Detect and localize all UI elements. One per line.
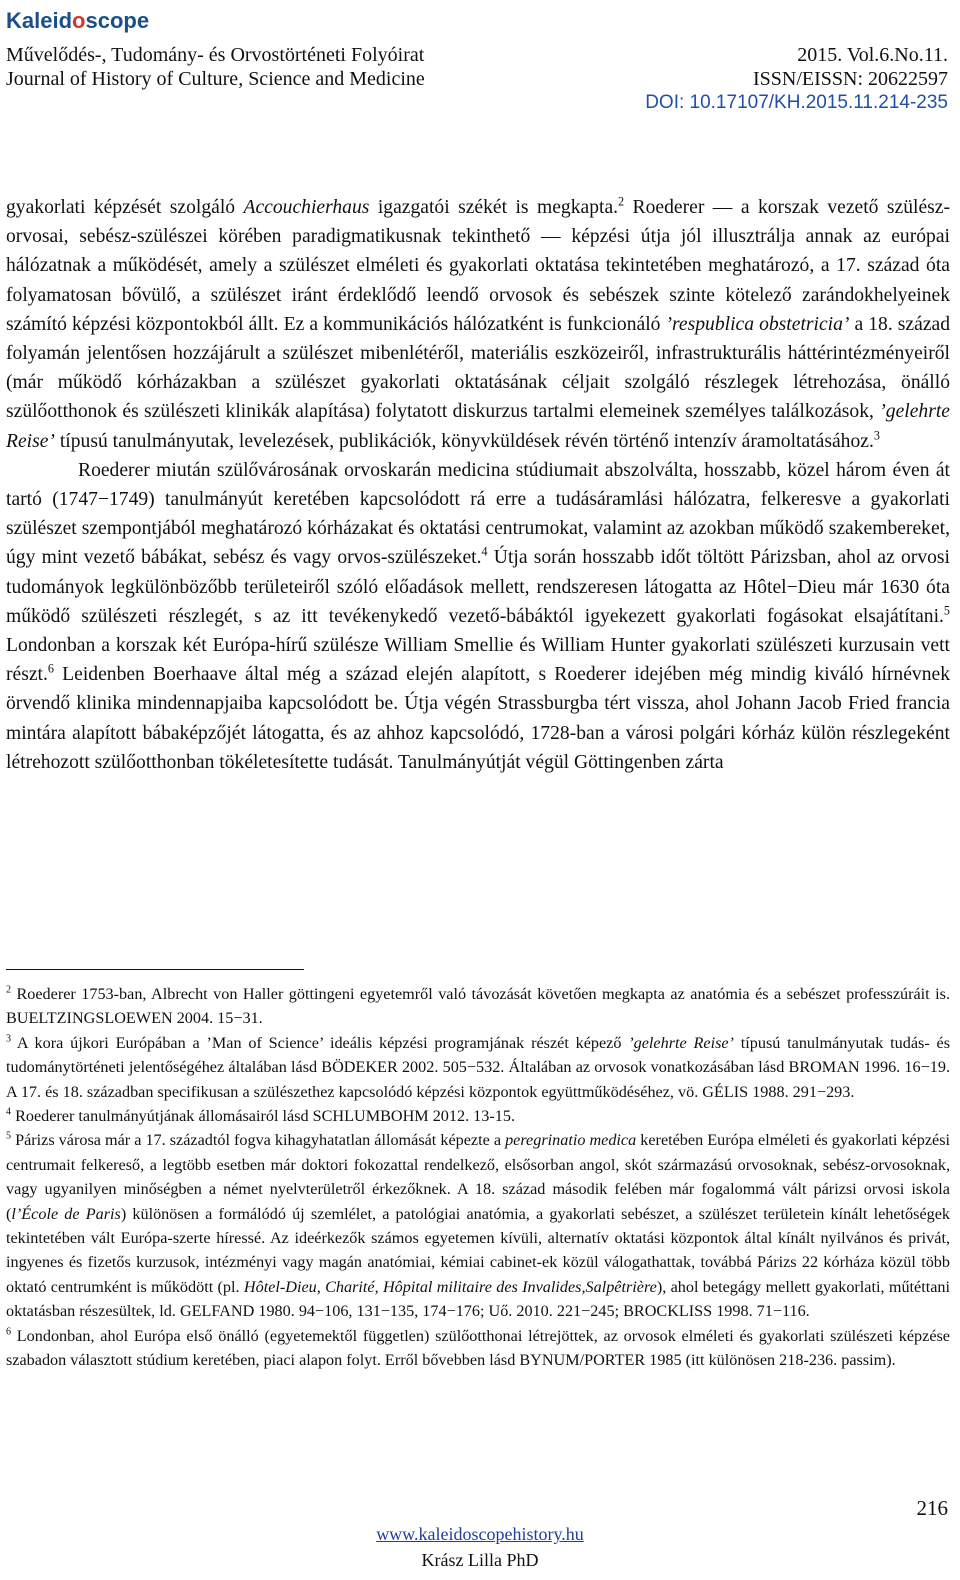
author-name: Krász Lilla PhD [421,1550,539,1570]
footnote-separator [6,969,304,970]
footnote-ref[interactable]: 4 [481,544,488,559]
footnote: $^2$ Roederer 1753-ban, Albrecht von Haller göttingeni egyetemről való távozását követően megkapta az anatómia és a sebészet professzúráit is. BUELTZINGSLOEWEN 2004. 15−31. [6,984,950,1028]
volume-info: 2015. Vol.6.No.11. [797,44,948,66]
footnote-ref[interactable]: 2 [618,194,625,209]
doi: DOI: 10.17107/KH.2015.11.214-235 [645,92,948,113]
footnote-ref[interactable]: 5 [943,603,950,618]
issn: ISSN/EISSN: 20622597 [752,68,948,90]
page-number: 216 [916,1496,948,1520]
footnote-ref[interactable]: 6 [47,661,54,676]
footnote: $^5$ Párizs városa már a 17. századtól fogva kihagyhatatlan állomását képezte a peregrinatio medica keretében Európa elméleti és gyakorlati képzési centrumait felkereső, a legtöbb esetben már doktori fokozattal rendelkező, elsősorban angol, skót származású orvosoknak, sebész-orvosoknak, vagy ugyanilyen minőségben a német nyelvterületről érkezőknek. A 18. század második felében már fogalommá vált párizsi orvosi iskola (l’École de Paris) különösen a formálódó új szemlélet, a patológiai anatómia, a gyakorlati sebészet, a szülészet területein kínált lehetőségek tekintetében vált Európa-szerte híressé. Az ideérkezők számos egyetemen kívüli, alternatív oktatási központok által kínált nyilvános és privát, ingyenes és fizetős kurzusok, intézményi vagy magán anatómiai, kémiai cabinet-ek közül válogathattak, továbbá Párizs 22 kórháza közül több oktató centrumként is működött (pl. Hôtel-Dieu, Charité, Hôpital militaire des Invalides,Salpêtrière), ahol betegágy mellett gyakorlati, műtéttani oktatásban részesültek, ld. GELFAND 1980. 94−106, 131−135, 174−176; Uő. 2010. 221−245; BROCKLISS 1998. 71−116. [6,1131,951,1321]
journal-title-en: Journal of History of Culture, Science and Medicine [6,68,425,90]
footnotes [6,982,950,1373]
website-link[interactable]: www.kaleidoscopehistory.hu [376,1524,584,1544]
paragraph: Roederer miután szülővárosának orvoskarán medicina stúdiumait abszolválta, hosszabb, közel három éven át tartó (1747−1749) tanulmányút keretében kapcsolódott rá erre a tudásáramlási hálózatra, felkeresve a gyakorlati szülészet szempontjából meghatározó kórházakat és oktatási centrumokat, valamint az azokban működő szakembereket, úgy mint vezető bábákat, sebész és vagy orvos-szülészeket.$^4$ Útja során hosszabb időt töltött Párizsban, ahol az orvosi tudományok legkülönbözőbb területeiről szóló előadások mellett, rendszeresen látogatta az Hôtel−Dieu már 1630 óta működő szülészeti részlegét, s az itt tevékenykedő vezető-bábáktól igyekezett gyakorlati fogásokat elsajátítani.$^5$ Londonban a korszak két Európa-hírű szülésze William Smellie és William Hunter gyakorlati szülészeti kurzusain vett részt.$^6$ Leidenben Boerhaave által még a század elején alapított, s Roederer idejében még mindig kiváló hírnévnek örvendő klinika mindennapjaiba kapcsolódott be. Útja végén Strassburgba tért vissza, ahol Johann Jacob Fried francia mintára alapított bábaképzőjét látogatta, és az ahhoz kapcsolódó, 1728-ban a városi polgári kórház külön részlegeként létrehozott szülőotthonban tökéletesítette tudását. Tanulmányútját végül Göttingenben zárta [6,459,950,773]
footnote-ref[interactable]: 3 [873,428,880,443]
journal-logo: Kaleidoscope [6,8,150,33]
page-header [0,0,960,120]
footnote: $^3$ A kora újkori Európában a ’Man of Science’ ideális képzési programjának részét képező ’gelehrte Reise’ típusú tanulmányutak tudás- és tudománytörténeti jelentőségéhez általában lásd BÖDEKER 2002. 505−532. Általában az orvosok vonatkozásában lásd BROMAN 1996. 16−19. A 17. és 18. században specifikusan a szülészethez kapcsolódó képzési központok együttműködéséhez, vö. GÉLIS 1988. 291−293. [6,1033,950,1101]
footnote: $^6$ Londonban, ahol Európa első önálló (egyetemektől független) szülőotthonai létrejöttek, az orvosok elméleti és gyakorlati szülészeti képzése szabadon választott stúdium keretében, piaci alapon folyt. Erről bővebben lásd BYNUM/PORTER 1985 (itt különösen 218-236. passim). [6,1326,950,1370]
journal-title-hu: Művelődés-, Tudomány- és Orvostörténeti Folyóirat [6,44,425,66]
main-text [6,193,950,777]
footnote: $^4$ Roederer tanulmányútjának állomásairól lásd SCHLUMBOHM 2012. 13-15. [6,1106,515,1126]
paragraph: gyakorlati képzését szolgáló Accouchierhaus igazgatói székét is megkapta.$^2$ Roederer — a korszak vezető szülész-orvosai, sebész-szülészei körében paradigmatikusnak tekinthető — képzési útja jól illusztrálja annak az európai hálózatnak a működését, amely a szülészet elméleti és gyakorlati oktatása tekintetében meghatározó, a 17. század óta folyamatosan bővülő, a szülészet iránt érdeklődő leendő orvosok és sebészek szinte kötelező zarándokhelyeinek számító képzési központokból állt. Ez a kommunikációs hálózatként is funkcionáló ’respublica obstetricia’ a 18. század folyamán jelentősen hozzájárult a szülészet mibenlétéről, materiális eszközeiről, infrastrukturális háttérintézményeiről (már működő kórházakban a szülészet gyakorlati oktatásának céljait szolgáló részlegek létrehozása, önálló szülőotthonok és szülészeti klinikák alapítása) folytatott diskurzus tartalmi elemeinek személyes találkozások, ’gelehrte Reise’ típusú tanulmányutak, levelezések, publikációk, könyvküldések révén történő intenzív áramoltatásához.$^3$ [6,194,951,452]
